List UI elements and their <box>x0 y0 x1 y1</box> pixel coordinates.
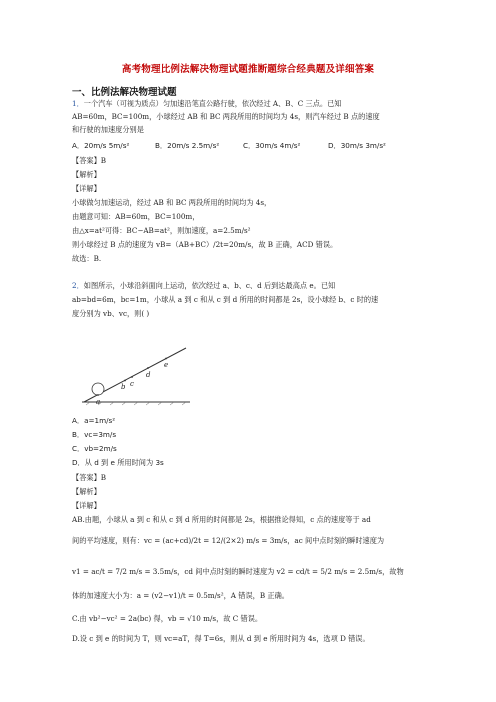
q2-number: 2． <box>72 281 84 290</box>
q1-solution-line4: 则小球经过 B 点的速度为 vB=（AB+BC）/2t=20m/s，故 B 正确，ACD 错误。 <box>72 240 338 249</box>
q1-stem-line3: 和行驶的加速度分别是 <box>72 125 144 134</box>
q2-detail: 【详解】 <box>72 501 101 510</box>
q2-stem-line3: 度分别为 vb、vc，则( ) <box>72 309 150 318</box>
ball <box>92 383 104 395</box>
q1-detail: 【详解】 <box>72 184 101 193</box>
q1-solution-line1: 小球做匀加速运动，经过 AB 和 BC 两段所用的时间均为 4s， <box>72 198 272 207</box>
q1-stem-line2: AB=60m，BC=100m，小球经过 AB 和 BC 两段所用的时间均为 4s，则汽车经过 B 点的速度 <box>72 112 380 121</box>
q1-option-a: A．20m/s 5m/s² <box>72 141 130 150</box>
q1-option-b: B．20m/s 2.5m/s² <box>155 141 220 150</box>
q2-solution-line6: D.设 c 到 e 的时间为 T，则 vc=aT，得 T=6s，则从 d 到 e 所用时间为 4s，选项 D 错误。 <box>72 634 370 643</box>
section-heading: 一、比例法解决物理试题 <box>72 87 177 98</box>
q2-option-d: D．从 d 到 e 所用时间为 3s <box>72 458 164 467</box>
q1-solution-line2: 由题意可知：AB=60m，BC=100m， <box>72 212 200 221</box>
q2-stem-line1: 2．如图所示，小球沿斜面向上运动，依次经过 a、b、c、d 后到达最高点 e。已知 <box>72 281 336 290</box>
label-a: a <box>96 398 101 406</box>
q1-solution-line3: 由△x=at²可得：BC−AB=at²，则加速度，a=2.5m/s² <box>72 226 251 235</box>
q1-number: 1． <box>72 99 84 108</box>
label-d: d <box>146 371 151 379</box>
q2-option-c: C．vb=2m/s <box>72 444 117 453</box>
q1-analysis: 【解析】 <box>72 170 101 179</box>
q2-solution-line3: v1 = ac/t = 7/2 m/s = 3.5m/s，cd 间中点时刻的瞬时速度为 v2 = cd/t = 5/2 m/s = 2.5m/s，故物 <box>72 567 404 576</box>
label-b: b <box>121 383 126 391</box>
q1-option-c: C．30m/s 4m/s² <box>243 141 301 150</box>
q2-stem-line2: ab=bd=6m，bc=1m，小球从 a 到 c 和从 c 到 d 所用的时间都是 2s，设小球经 b、c 时的速 <box>72 295 379 304</box>
q1-stem-line1: 1．一个汽车（可视为质点）匀加速沿笔直公路行驶，依次经过 A、B、C 三点。已知 <box>72 99 342 108</box>
incline-figure <box>80 342 192 406</box>
q2-solution-line5: C.由 vb²−vc² = 2a(bc) 得，vb = √10 m/s，故 C 错误。 <box>72 614 263 623</box>
label-c: c <box>130 380 134 388</box>
page-title: 高考物理比例法解决物理试题推断题综合经典题及详细答案 <box>121 64 375 75</box>
q2-option-a: A．a=1m/s² <box>72 416 116 425</box>
q2-option-b: B．vc=3m/s <box>72 430 117 439</box>
label-e: e <box>164 361 169 369</box>
q2-analysis: 【解析】 <box>72 487 101 496</box>
q2-solution-line4: 体的加速度大小为：a = (v2−v1)/t = 0.5m/s²，A 错误，B 正确。 <box>72 591 289 600</box>
q1-option-d: D．30m/s 3m/s² <box>328 141 386 150</box>
q2-solution-line2: 间的平均速度，则有：vc = (ac+cd)/2t = 12/(2×2) m/s = 3m/s，ac 间中点时刻的瞬时速度为 <box>72 536 385 545</box>
q2-answer: 【答案】B <box>72 473 107 482</box>
q1-solution-line5: 故选：B. <box>72 254 102 263</box>
q1-answer: 【答案】B <box>72 156 107 165</box>
q2-solution-line1: AB.由题，小球从 a 到 c 和从 c 到 d 所用的时间都是 2s，根据推论得知，c 点的速度等于 ad <box>72 515 371 524</box>
